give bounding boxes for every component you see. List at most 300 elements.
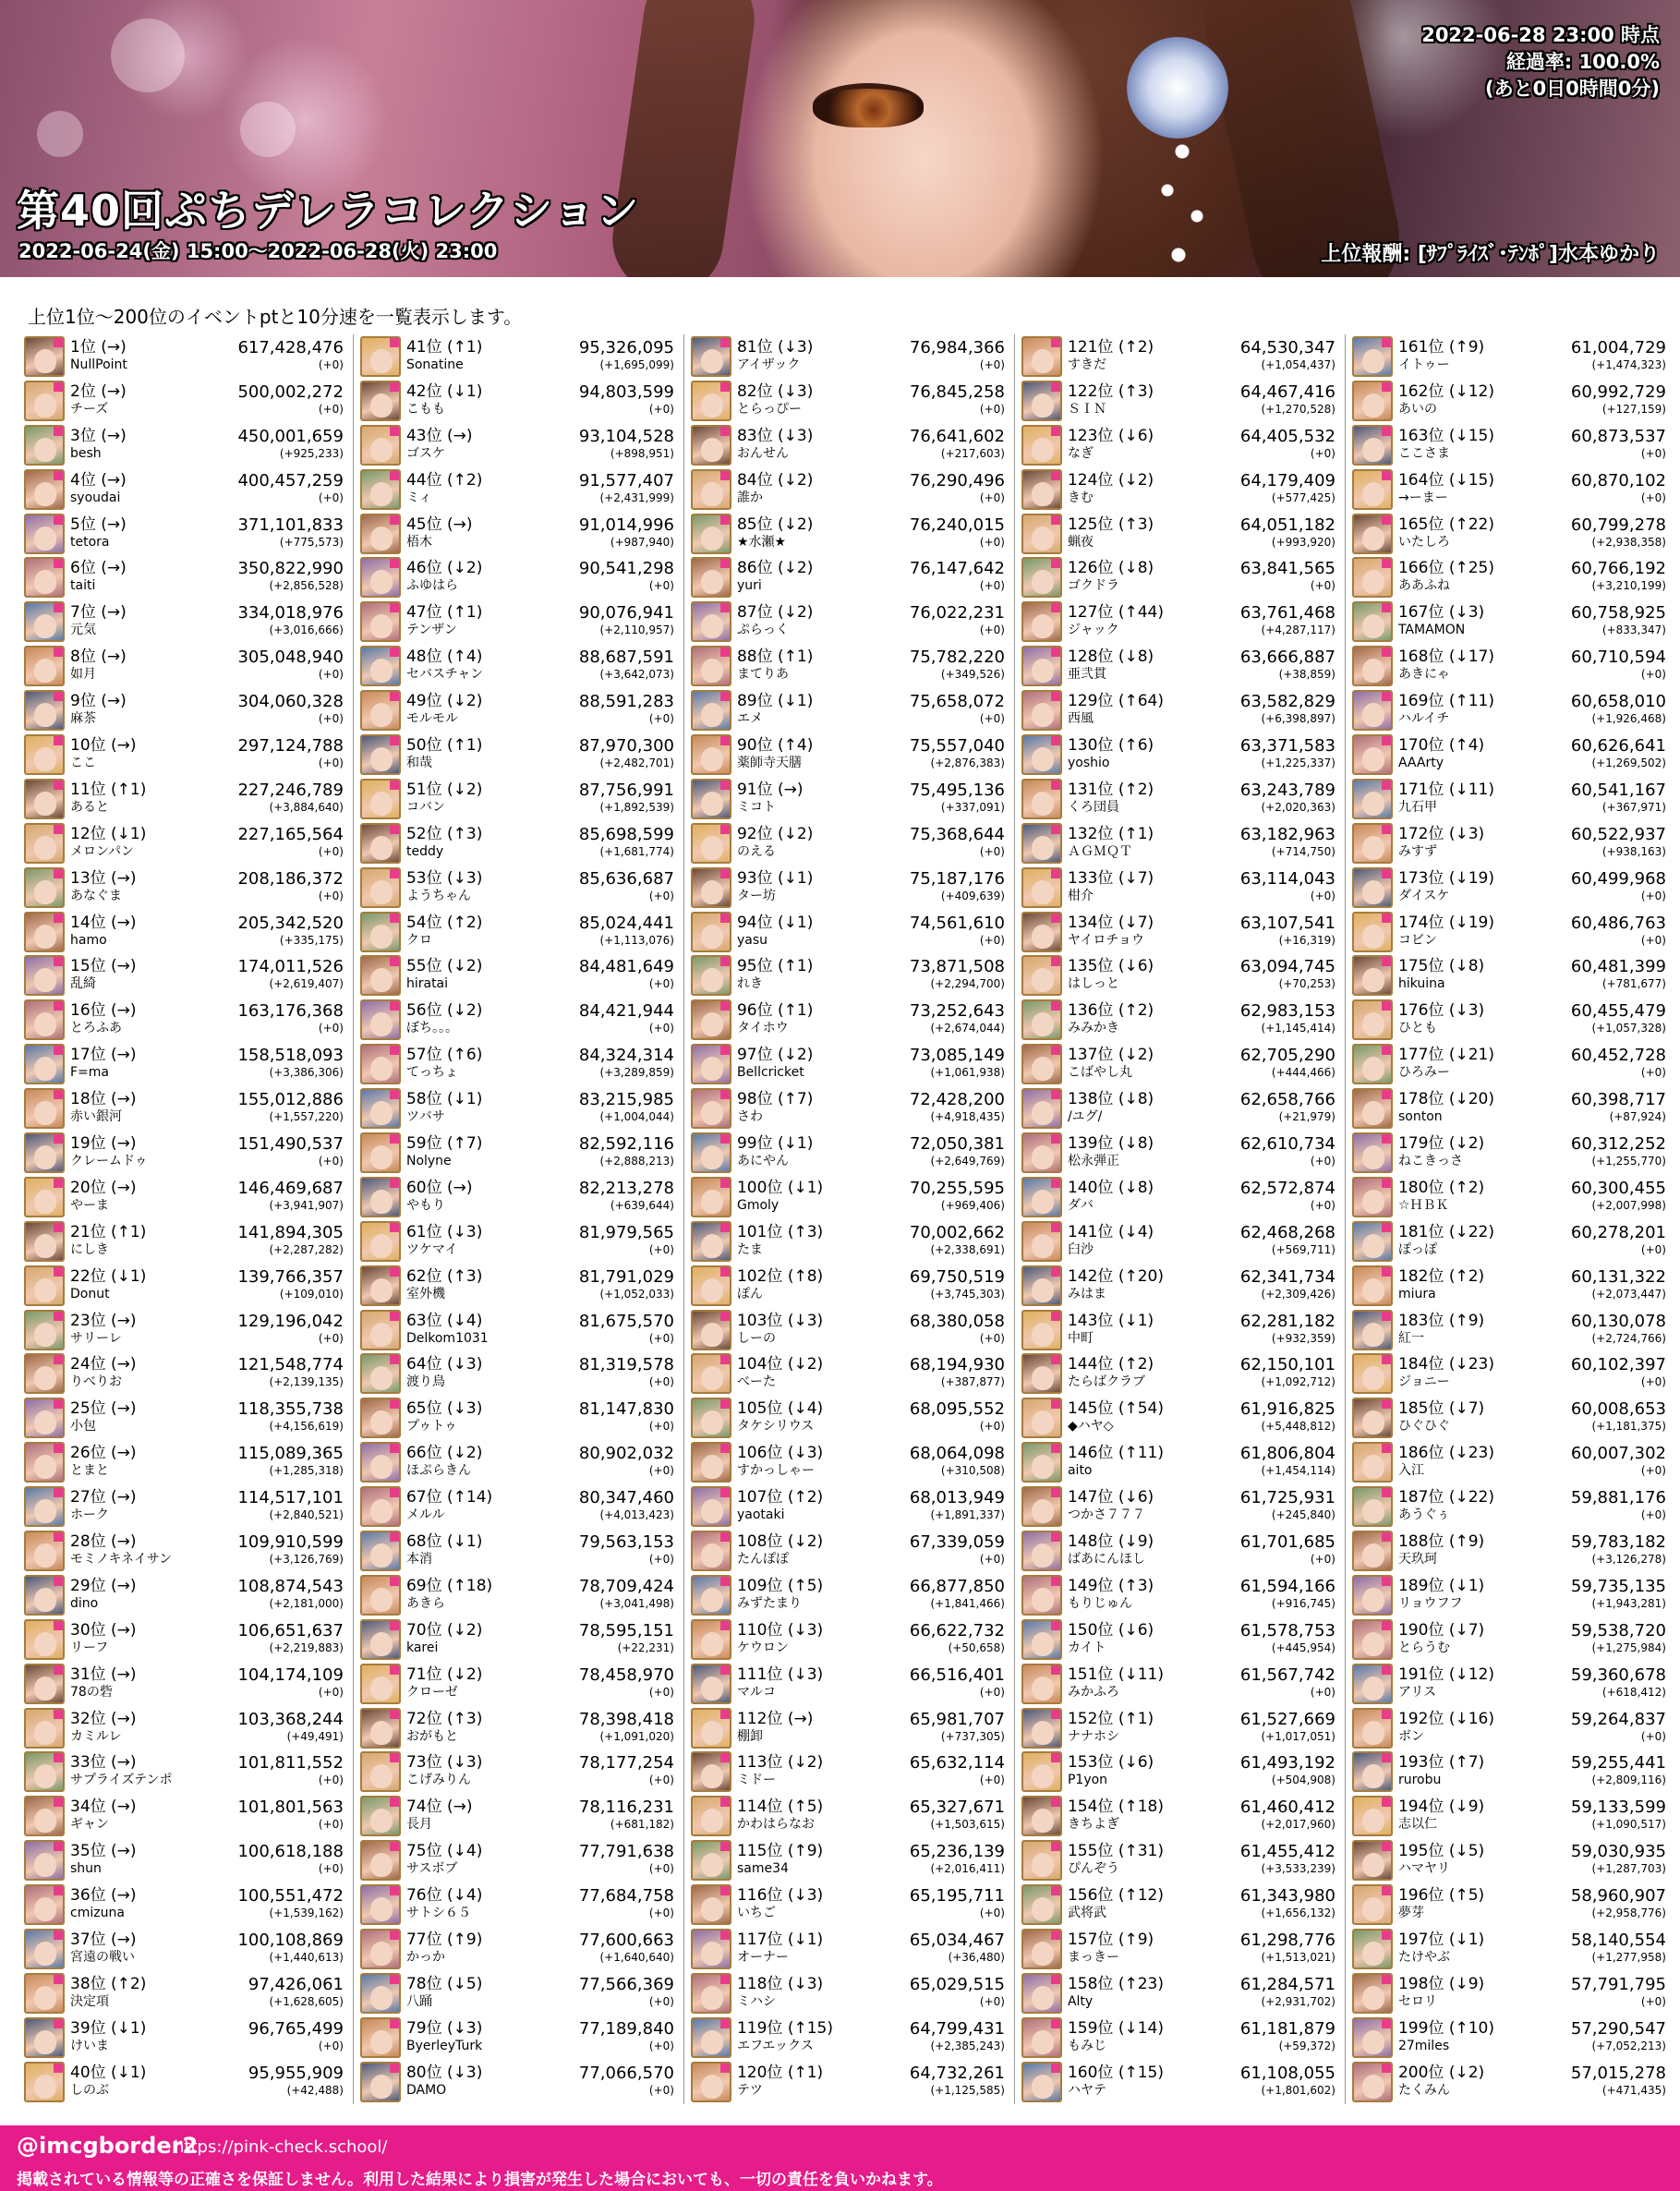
idol-avatar <box>691 779 731 819</box>
event-points: 60,131,322 <box>1570 1266 1666 1287</box>
player-name: cmizuna <box>70 1906 125 1921</box>
ten-min-speed: (+0) <box>318 1154 344 1168</box>
event-points: 82,592,116 <box>578 1133 674 1154</box>
rank-label: 39位 (↓1) <box>70 2018 147 2038</box>
ten-min-speed: (+1,017,051) <box>1261 1729 1336 1743</box>
idol-avatar <box>360 1132 401 1173</box>
ranking-row <box>360 1971 674 2015</box>
ranking-row <box>360 1042 674 1086</box>
rank-label: 174位 (↓19) <box>1397 913 1494 932</box>
ranking-row <box>1021 423 1336 467</box>
event-points: 60,710,594 <box>1570 648 1666 668</box>
ten-min-speed: (+3,745,303) <box>930 1287 1005 1301</box>
ranking-row <box>360 1484 674 1529</box>
player-name: サリーレ <box>70 1330 122 1346</box>
idol-avatar <box>1352 823 1393 864</box>
idol-avatar <box>24 381 65 421</box>
event-points: 72,428,200 <box>909 1090 1005 1110</box>
ranking-row <box>691 1750 1005 1795</box>
idol-avatar <box>24 1398 65 1438</box>
event-points: 158,518,093 <box>237 1046 344 1066</box>
rank-label: 144位 (↑2) <box>1067 1355 1154 1374</box>
ranking-row <box>1352 688 1666 732</box>
player-name: hikuina <box>1397 976 1445 992</box>
event-points: 78,595,151 <box>578 1620 674 1640</box>
rank-label: 57位 (↑6) <box>405 1046 483 1065</box>
idol-avatar <box>1352 557 1393 598</box>
ten-min-speed: (+0) <box>979 623 1005 637</box>
event-points: 58,960,907 <box>1570 1886 1666 1907</box>
player-name: けいま <box>70 2038 109 2053</box>
player-name: たんぽぽ <box>736 1551 789 1567</box>
ten-min-speed: (+2,016,411) <box>930 1862 1005 1876</box>
player-name: タイホウ <box>736 1021 789 1036</box>
rank-label: 106位 (↓3) <box>736 1444 824 1463</box>
ten-min-speed: (+2,809,116) <box>1591 1773 1666 1787</box>
idol-avatar <box>360 1177 401 1217</box>
ranking-row <box>360 1308 674 1352</box>
ranking-row <box>691 1484 1005 1529</box>
event-points: 65,029,515 <box>909 1974 1005 1994</box>
idol-avatar <box>1021 1265 1062 1306</box>
site-link[interactable]: https://pink-check.school/ <box>174 2137 388 2157</box>
player-name: すかっしゃー <box>736 1463 815 1479</box>
idol-avatar <box>24 1310 65 1350</box>
event-points: 60,481,399 <box>1570 957 1666 977</box>
event-points: 61,725,931 <box>1239 1488 1336 1508</box>
ranking-row <box>1352 1396 1666 1440</box>
event-points: 61,343,980 <box>1239 1886 1336 1907</box>
event-points: 60,300,455 <box>1570 1178 1666 1198</box>
player-name: みみかき <box>1067 1021 1119 1036</box>
rank-label: 134位 (↓7) <box>1067 913 1154 932</box>
player-name: チーズ <box>70 401 109 417</box>
ranking-row <box>24 1794 344 1838</box>
ten-min-speed: (+3,210,199) <box>1591 579 1666 593</box>
player-name: ひろみー <box>1397 1065 1450 1081</box>
event-points: 84,481,649 <box>578 957 674 977</box>
player-name: 78の砦 <box>70 1684 113 1700</box>
ranking-row <box>1021 1219 1336 1264</box>
ranking-row <box>24 1484 344 1529</box>
ranking-row <box>24 953 344 998</box>
ten-min-speed: (+2,674,044) <box>930 1022 1005 1035</box>
ten-min-speed: (+504,908) <box>1271 1773 1336 1787</box>
ranking-row <box>24 644 344 688</box>
ten-min-speed: (+0) <box>648 1420 674 1434</box>
event-points: 58,140,554 <box>1570 1931 1666 1950</box>
footer <box>0 2125 1680 2191</box>
rank-label: 69位 (↑18) <box>405 1576 493 1595</box>
ten-min-speed: (+1,255,770) <box>1591 1154 1666 1168</box>
rank-label: 68位 (↓1) <box>405 1531 483 1551</box>
player-name: エメ <box>736 711 763 727</box>
ten-min-speed: (+3,386,306) <box>269 1066 344 1080</box>
idol-avatar <box>1352 425 1393 466</box>
progress-rate: 経過率: 100.0% <box>1505 51 1660 73</box>
event-points: 64,467,416 <box>1239 381 1336 402</box>
ranking-row <box>1021 2015 1336 2060</box>
rank-label: 167位 (↓3) <box>1397 603 1485 623</box>
idol-avatar <box>24 867 65 908</box>
ranking-row <box>360 1750 674 1795</box>
ranking-row <box>1021 1086 1336 1131</box>
idol-avatar <box>691 514 731 554</box>
idol-avatar <box>1352 514 1393 554</box>
idol-avatar <box>360 1796 401 1836</box>
event-points: 65,034,467 <box>909 1931 1005 1950</box>
ten-min-speed: (+0) <box>1640 446 1666 460</box>
idol-avatar <box>691 557 731 598</box>
ten-min-speed: (+0) <box>979 712 1005 726</box>
rank-label: 156位 (↑12) <box>1067 1886 1164 1906</box>
ranking-row <box>360 1396 674 1440</box>
player-name: NullPoint <box>70 357 127 372</box>
rank-label: 194位 (↓9) <box>1397 1798 1485 1817</box>
event-points: 59,133,599 <box>1570 1798 1666 1818</box>
ten-min-speed: (+0) <box>318 1022 344 1035</box>
rank-label: 132位 (↑1) <box>1067 824 1154 843</box>
ranking-row <box>1021 1175 1336 1219</box>
player-name: 27miles <box>1397 2038 1450 2053</box>
ranking-row <box>691 423 1005 467</box>
idol-avatar <box>360 2017 401 2058</box>
rank-label: 149位 (↑3) <box>1067 1576 1154 1595</box>
ten-min-speed: (+1,125,585) <box>930 2083 1005 2097</box>
ten-min-speed: (+0) <box>1310 1198 1336 1212</box>
idol-avatar <box>24 999 65 1040</box>
event-points: 61,806,804 <box>1239 1444 1336 1464</box>
event-points: 60,522,937 <box>1570 824 1666 844</box>
player-name: Delkom1031 <box>405 1330 489 1346</box>
player-name: かわはらなお <box>736 1817 815 1833</box>
idol-avatar <box>691 999 731 1040</box>
rank-label: 182位 (↑2) <box>1397 1266 1485 1286</box>
idol-avatar <box>691 425 731 466</box>
ranking-row <box>1021 1440 1336 1484</box>
ten-min-speed: (+0) <box>1640 933 1666 947</box>
ten-min-speed: (+0) <box>648 579 674 593</box>
event-points: 60,486,763 <box>1570 913 1666 933</box>
player-name: 麻茶 <box>70 711 96 727</box>
rank-label: 192位 (↓16) <box>1397 1709 1494 1728</box>
idol-avatar <box>691 1177 731 1217</box>
rank-label: 127位 (↑44) <box>1067 603 1164 623</box>
player-name: teddy <box>405 843 444 859</box>
event-points: 400,457,259 <box>237 470 344 490</box>
ranking-row <box>24 1086 344 1131</box>
ten-min-speed: (+127,159) <box>1601 402 1666 416</box>
player-name: rurobu <box>1397 1773 1442 1788</box>
banner-illustration-eye <box>813 83 924 127</box>
event-points: 69,750,519 <box>909 1266 1005 1287</box>
player-name: ダイスケ <box>1397 888 1450 903</box>
ten-min-speed: (+49,491) <box>286 1729 344 1743</box>
rank-label: 82位 (↓3) <box>736 381 814 401</box>
event-points: 68,095,552 <box>909 1399 1005 1420</box>
player-name: テツ <box>736 2082 763 2098</box>
twitter-handle[interactable]: @imcgborder2 <box>17 2133 199 2159</box>
player-name: ジャック <box>1067 623 1119 638</box>
player-name: ようちゃん <box>405 888 471 903</box>
ten-min-speed: (+1,640,640) <box>599 1951 674 1964</box>
rank-label: 168位 (↓17) <box>1397 648 1494 667</box>
event-points: 70,002,662 <box>909 1222 1005 1242</box>
player-name: ぷらっく <box>736 623 789 638</box>
player-name: サプライズテンポ <box>70 1773 173 1788</box>
rank-label: 108位 (↓2) <box>736 1531 824 1551</box>
rank-label: 83位 (↓3) <box>736 426 814 445</box>
idol-avatar <box>691 336 731 377</box>
rank-label: 88位 (↑1) <box>736 648 814 667</box>
ranking-row <box>24 1573 344 1617</box>
ranking-row <box>360 379 674 423</box>
event-points: 60,007,302 <box>1570 1444 1666 1464</box>
player-name: ここ <box>70 755 96 770</box>
player-name: とろふあ <box>70 1021 122 1036</box>
event-points: 62,468,268 <box>1239 1222 1336 1242</box>
ranking-row <box>360 732 674 777</box>
event-points: 80,902,032 <box>578 1444 674 1464</box>
ranking-row <box>360 1882 674 1927</box>
ten-min-speed: (+0) <box>648 1994 674 2008</box>
player-name: 西風 <box>1067 711 1094 727</box>
idol-avatar <box>1352 1708 1393 1749</box>
ten-min-speed: (+938,163) <box>1601 844 1666 858</box>
ten-min-speed: (+618,412) <box>1601 1685 1666 1699</box>
idol-avatar <box>691 1088 731 1129</box>
ten-min-speed: (+0) <box>648 977 674 991</box>
player-name: karei <box>405 1640 439 1655</box>
ten-min-speed: (+1,225,337) <box>1261 756 1336 769</box>
player-name: Gmoly <box>736 1197 780 1213</box>
ten-min-speed: (+0) <box>648 1552 674 1566</box>
event-points: 87,756,991 <box>578 780 674 800</box>
idol-avatar <box>691 1353 731 1394</box>
rank-label: 66位 (↓2) <box>405 1444 483 1463</box>
event-points: 73,085,149 <box>909 1046 1005 1066</box>
ten-min-speed: (+0) <box>979 1773 1005 1787</box>
player-name: 和哉 <box>405 755 432 770</box>
player-name: 入江 <box>1397 1463 1424 1479</box>
ranking-row <box>360 1838 674 1882</box>
player-name: 天玖珂 <box>1397 1551 1437 1567</box>
ten-min-speed: (+3,289,859) <box>599 1066 674 1080</box>
rank-label: 25位 (→) <box>70 1399 137 1419</box>
ranking-row <box>24 910 344 954</box>
idol-avatar <box>360 1221 401 1262</box>
idol-avatar <box>360 2062 401 2102</box>
event-points: 66,622,732 <box>909 1620 1005 1640</box>
event-points: 60,455,479 <box>1570 1001 1666 1022</box>
rank-label: 15位 (→) <box>70 957 137 976</box>
event-points: 63,761,468 <box>1239 603 1336 623</box>
ranking-row <box>1352 1838 1666 1882</box>
player-name: もみじ <box>1067 2038 1106 2053</box>
event-points: 60,992,729 <box>1570 381 1666 402</box>
ten-min-speed: (+0) <box>1640 1242 1666 1256</box>
event-points: 65,236,139 <box>909 1842 1005 1862</box>
ten-min-speed: (+0) <box>648 712 674 726</box>
ten-min-speed: (+2,287,282) <box>269 1242 344 1256</box>
idol-avatar <box>24 1442 65 1483</box>
rank-label: 28位 (→) <box>70 1531 137 1551</box>
ranking-row <box>1021 1573 1336 1617</box>
event-points: 371,101,833 <box>237 514 344 535</box>
event-points: 78,177,254 <box>578 1753 674 1773</box>
idol-avatar <box>360 823 401 864</box>
player-name: 渡り鳥 <box>405 1374 445 1390</box>
rank-label: 129位 (↑64) <box>1067 692 1164 711</box>
rank-label: 136位 (↑2) <box>1067 1001 1154 1021</box>
event-points: 57,015,278 <box>1570 2063 1666 2083</box>
event-points: 61,460,412 <box>1239 1798 1336 1818</box>
ranking-row <box>1021 1264 1336 1308</box>
ten-min-speed: (+0) <box>648 1022 674 1035</box>
rank-label: 63位 (↓4) <box>405 1311 483 1330</box>
ten-min-speed: (+639,644) <box>610 1198 674 1212</box>
rank-label: 155位 (↑31) <box>1067 1842 1164 1861</box>
player-name: ふゆはら <box>405 578 458 594</box>
player-name: same34 <box>736 1861 789 1877</box>
rank-label: 147位 (↓6) <box>1067 1488 1154 1507</box>
idol-avatar <box>24 514 65 554</box>
ten-min-speed: (+0) <box>1310 446 1336 460</box>
player-name: 如月 <box>70 667 96 683</box>
idol-avatar <box>360 1751 401 1792</box>
idol-avatar <box>1352 999 1393 1040</box>
ranking-row <box>24 821 344 866</box>
player-name: 志以仁 <box>1397 1817 1437 1833</box>
idol-avatar <box>1021 1708 1062 1749</box>
ten-min-speed: (+4,156,619) <box>269 1420 344 1434</box>
ten-min-speed: (+0) <box>979 1685 1005 1699</box>
idol-avatar <box>1352 1177 1393 1217</box>
idol-avatar <box>1352 1973 1393 2014</box>
idol-avatar <box>24 601 65 642</box>
event-points: 60,799,278 <box>1570 514 1666 535</box>
event-points: 65,632,114 <box>909 1753 1005 1773</box>
rank-label: 27位 (→) <box>70 1488 137 1507</box>
idol-avatar <box>691 381 731 421</box>
ranking-row <box>691 1264 1005 1308</box>
ranking-row <box>1352 1927 1666 1971</box>
idol-avatar <box>1021 1575 1062 1616</box>
player-name: F=ma <box>70 1065 109 1081</box>
rank-label: 40位 (↓1) <box>70 2063 147 2082</box>
rank-label: 186位 (↓23) <box>1397 1444 1494 1463</box>
player-name: あいの <box>1397 401 1437 417</box>
ten-min-speed: (+0) <box>1640 1066 1666 1080</box>
event-points: 163,176,368 <box>237 1001 344 1022</box>
event-points: 91,014,996 <box>578 514 674 535</box>
ranking-column <box>1014 334 1336 2104</box>
idol-avatar <box>24 1221 65 1262</box>
idol-avatar <box>1352 1353 1393 1394</box>
event-points: 59,735,135 <box>1570 1576 1666 1596</box>
ranking-row <box>1352 1706 1666 1750</box>
player-name: あきにゃ <box>1397 667 1450 683</box>
rank-label: 185位 (↓7) <box>1397 1399 1485 1419</box>
rank-label: 119位 (↑15) <box>736 2018 833 2038</box>
player-name: yasu <box>736 932 767 948</box>
ten-min-speed: (+3,126,769) <box>269 1552 344 1566</box>
ranking-row <box>691 1573 1005 1617</box>
ranking-row <box>1021 1662 1336 1706</box>
event-points: 100,551,472 <box>237 1886 344 1907</box>
rank-label: 165位 (↑22) <box>1397 514 1494 534</box>
idol-avatar <box>1021 1088 1062 1129</box>
event-points: 109,910,599 <box>237 1531 344 1552</box>
ranking-row <box>1352 910 1666 954</box>
ten-min-speed: (+1,943,281) <box>1591 1596 1666 1610</box>
rank-label: 142位 (↑20) <box>1067 1266 1164 1286</box>
rank-label: 5位 (→) <box>70 514 127 534</box>
ten-min-speed: (+0) <box>1640 1375 1666 1389</box>
event-points: 63,582,829 <box>1239 692 1336 712</box>
idol-avatar <box>1021 425 1062 466</box>
rank-label: 190位 (↓7) <box>1397 1620 1485 1640</box>
idol-avatar <box>691 1708 731 1749</box>
idol-avatar <box>691 1973 731 2014</box>
player-name: たま <box>736 1241 763 1257</box>
rank-label: 133位 (↓7) <box>1067 868 1154 888</box>
ranking-row <box>691 688 1005 732</box>
player-name: あると <box>70 799 109 815</box>
ranking-row <box>1352 821 1666 866</box>
player-name: セバスチャン <box>405 667 484 683</box>
player-name: ＡＧＭＱＴ <box>1067 843 1132 859</box>
ten-min-speed: (+349,526) <box>940 668 1005 682</box>
ten-min-speed: (+681,182) <box>610 1818 674 1832</box>
ten-min-speed: (+1,091,020) <box>599 1729 674 1743</box>
player-name: にしき <box>70 1241 109 1257</box>
idol-avatar <box>360 1708 401 1749</box>
event-points: 76,290,496 <box>909 470 1005 490</box>
rank-label: 13位 (→) <box>70 868 137 888</box>
rank-label: 135位 (↓6) <box>1067 957 1154 976</box>
event-points: 101,801,563 <box>237 1798 344 1818</box>
ranking-row <box>24 777 344 821</box>
rank-label: 8位 (→) <box>70 648 127 667</box>
ranking-row <box>1352 334 1666 379</box>
rank-label: 151位 (↓11) <box>1067 1664 1164 1684</box>
ranking-row <box>1352 379 1666 423</box>
idol-avatar <box>24 1486 65 1527</box>
rank-label: 94位 (↓1) <box>736 913 814 932</box>
idol-avatar <box>24 336 65 377</box>
event-points: 59,360,678 <box>1570 1664 1666 1685</box>
player-name: なぎ <box>1067 445 1094 461</box>
ranking-row <box>24 2015 344 2060</box>
ten-min-speed: (+0) <box>318 1862 344 1876</box>
idol-avatar <box>691 1929 731 1969</box>
ranking-row <box>1352 1794 1666 1838</box>
event-points: 64,179,409 <box>1239 470 1336 490</box>
event-points: 61,594,166 <box>1239 1576 1336 1596</box>
idol-avatar <box>24 1884 65 1925</box>
ranking-row <box>1352 2015 1666 2060</box>
idol-avatar <box>691 469 731 510</box>
idol-avatar <box>1021 1177 1062 1217</box>
rank-label: 18位 (→) <box>70 1090 137 1109</box>
rank-label: 200位 (↓2) <box>1397 2063 1485 2082</box>
idol-avatar <box>691 1486 731 1527</box>
ranking-row <box>691 2060 1005 2104</box>
idol-avatar <box>24 690 65 731</box>
player-name: みはま <box>1067 1286 1106 1301</box>
rank-label: 187位 (↓22) <box>1397 1488 1494 1507</box>
